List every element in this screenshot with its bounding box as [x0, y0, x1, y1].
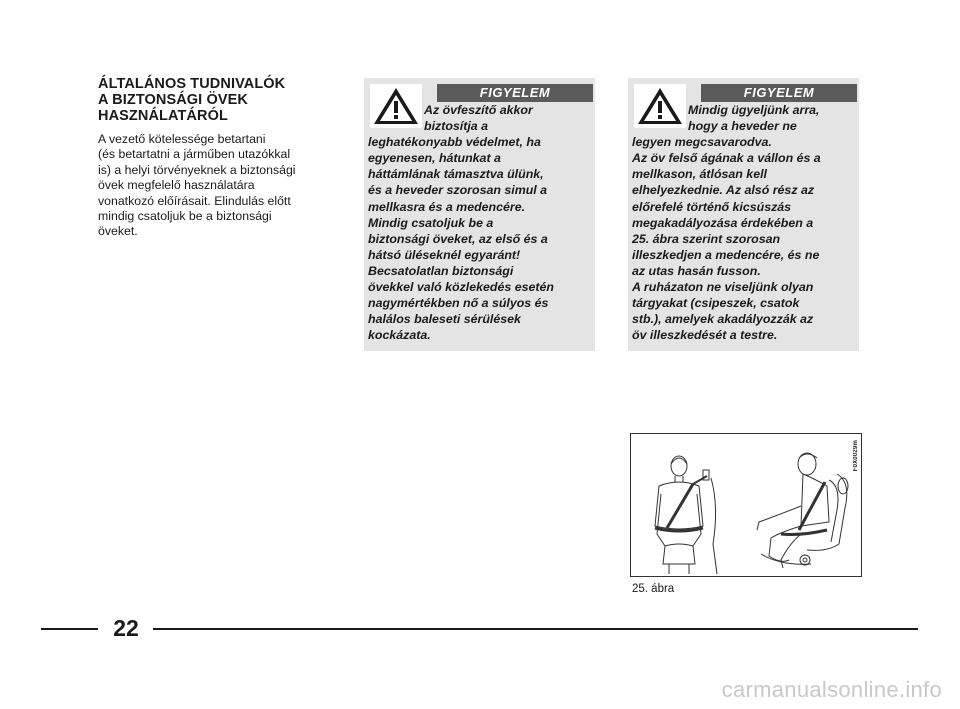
warning-text-first: Az övfeszítő akkor biztosítja a: [424, 103, 533, 134]
watermark: carmanualsonline.info: [721, 677, 942, 702]
intro-paragraph: A vezető kötelessége betartani (és betartatni a járműben utazókkal is) a helyi törvényeknek a biztonsági övek megfelelő használatára vonatkozó előírásait. Elindulás előtt mindig csatoljuk be a biztonsági öveket.: [98, 132, 296, 239]
footer-rule-left: [41, 628, 98, 630]
page-number: 22: [113, 615, 139, 641]
footer-rule-right: [153, 628, 918, 630]
warning-text-first: Mindig ügyeljünk arra, hogy a heveder ne: [688, 103, 820, 134]
warning-box-1: [364, 78, 595, 351]
warning-text-rest: leghatékonyabb védelmet, ha egyenesen, hátunkat a háttámlának támasztva ülünk, és a heveder szorosan simul a mellkasra és a medencére. Mindig csatoljuk be a biztonsági öveket, az első és a hátsó üléseknél egyaránt! Becsatolatlan biztonsági övekkel való közlekedés esetén nagymértékben nő a súlyos és halálos baleseti sérülések kockázata.: [368, 135, 554, 343]
seatbelt-illustration: [630, 433, 862, 577]
figure-code: F0X0029m: [853, 440, 859, 472]
warning-header: FIGYELEM: [701, 84, 857, 102]
figure-caption: 25. ábra: [632, 583, 675, 595]
seatbelt-drawing: [631, 434, 861, 576]
section-title: ÁLTALÁNOS TUDNIVALÓK A BIZTONSÁGI ÖVEK HASZNÁLATÁRÓL: [98, 76, 286, 124]
warning-text-rest: legyen megcsavarodva. Az öv felső ágának a vállon és a mellkason, átlósan kell elhelyezkednie. Az alsó rész az előrefelé történő kicsúszás megakadályozása érdekében a 25. ábra szerint szorosan illeszkedjen a medencére, és ne az utas hasán fusson. A ruházaton ne viseljünk olyan tárgyakat (csipeszek, csatok stb.), amelyek akadályozzák az öv illeszkedését a testre.: [632, 135, 821, 343]
warning-box-2: [628, 78, 859, 351]
warning-header: FIGYELEM: [437, 84, 593, 102]
intro-section: [98, 76, 330, 240]
warning-text: [368, 102, 593, 343]
warning-text: [632, 102, 857, 343]
